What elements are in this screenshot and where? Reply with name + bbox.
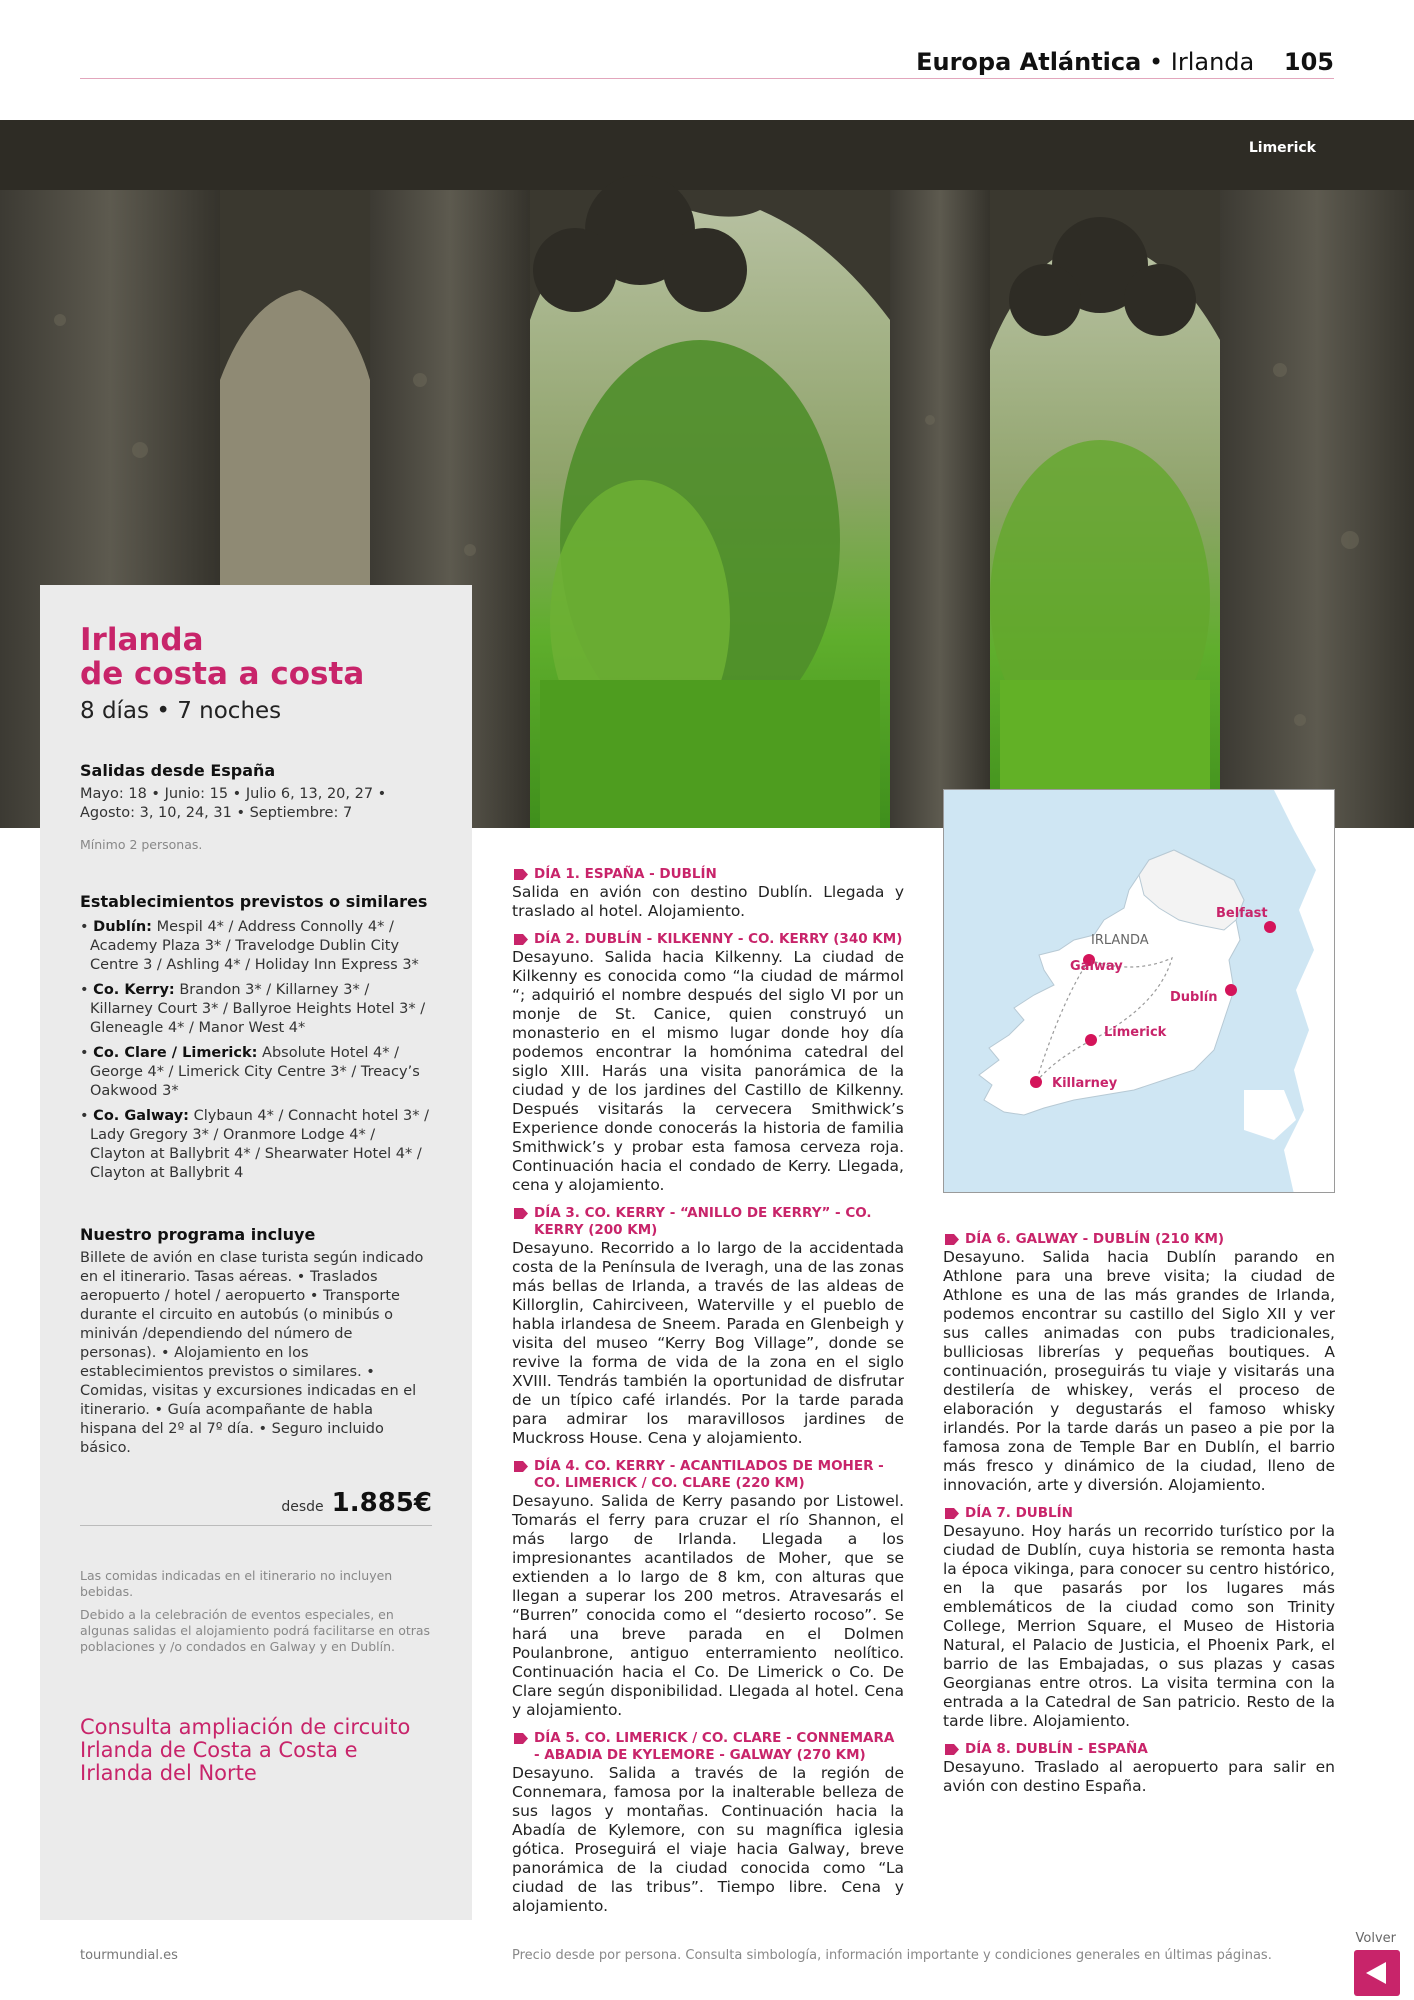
programa-heading: Nuestro programa incluye: [80, 1225, 316, 1244]
day-arrow-icon: [514, 934, 528, 945]
volver-button[interactable]: [1354, 1950, 1400, 1996]
itinerary-day: [512, 866, 904, 921]
day-text: Desayuno. Recorrido a lo largo de la accidentada costa de la Península de Iveragh, una de las zonas más bellas de Irlanda, a través de las aldeas de Killorglin, Cahirciveen, Waterville y el pueblo de habla irlandesa de Sneem. Parada en Glenbeigh y visita del museo “Kerry Bog Village”, donde se revive la forma de vida de la zona en el siglo XVIII. Tendrás también la oportunidad de disfrutar de un típico café irlandés. Por la tarde parada para admirar los maravillosos jardines de Muckross House. Cena y alojamiento.: [512, 1239, 904, 1447]
day-arrow-icon: [514, 1733, 528, 1744]
header-divider: [80, 78, 1334, 79]
header-separator: •: [1148, 48, 1164, 76]
day-heading: [512, 1730, 904, 1764]
day-heading: [512, 1458, 904, 1492]
events-note: Debido a la celebración de eventos especiales, en algunas salidas el alojamiento podrá facilitarse en otras poblaciones y /o condados en Galway y en Dublín.: [80, 1607, 431, 1654]
day-heading-text: DÍA 6. GALWAY - DUBLÍN (210 KM): [965, 1231, 1225, 1247]
day-heading-text: DÍA 4. CO. KERRY - ACANTILADOS DE MOHER - CO. LIMERICK / CO. CLARE (220 KM): [534, 1458, 884, 1491]
belfast-marker-icon: [1264, 921, 1276, 933]
day-heading: [512, 931, 904, 948]
price-divider: [80, 1525, 432, 1526]
header-country: Irlanda: [1170, 48, 1255, 76]
day-text: Desayuno. Traslado al aeropuerto para salir en avión con destino España.: [943, 1758, 1335, 1795]
page-number: 105: [1283, 48, 1334, 76]
map-label-galway: Galway: [1070, 959, 1123, 974]
hotel-names: Brandon 3* / Killarney 3* / Killarney Court 3* / Ballyroe Heights Hotel 3* / Gleneagle 4* / Manor West 4*: [90, 982, 426, 1036]
minimo-personas: Mínimo 2 personas.: [80, 837, 203, 852]
volver-label: Volver: [1355, 1931, 1396, 1946]
footer-site[interactable]: tourmundial.es: [80, 1948, 178, 1963]
map-label-limerick: Limerick: [1104, 1025, 1167, 1040]
price-value: 1.885€: [331, 1488, 432, 1518]
hotel-city: Dublín:: [93, 919, 152, 935]
day-arrow-icon: [945, 1234, 959, 1245]
itinerary-day: [943, 1231, 1335, 1495]
day-heading: [943, 1505, 1335, 1522]
day-text: Desayuno. Salida de Kerry pasando por Listowel. Tomarás el ferry para cruzar el río Shannon, el más largo de Irlanda. Llegada a los impresionantes acantilados de Moher, que se extienden a lo largo de 8 km, con alturas que llegan a superar los 200 metros. Atravesarás el “Burren” conocida como el “desierto rocoso”. Se hará una breve parada en el Dolmen Poulanbrone, antiguo enterramiento neolítico. Continuación hacia el Co. De Limerick o Co. De Clare según disponibilidad. Llegada al hotel. Cena y alojamiento.: [512, 1492, 904, 1719]
hotel-city: Co. Kerry:: [93, 982, 175, 998]
hotel-city: Co. Galway:: [93, 1108, 189, 1124]
trip-title-line2: de costa a costa: [80, 656, 365, 692]
hotel-list-item: • Co. Clare / Limerick: Absolute Hotel 4* / George 4* / Limerick City Centre 3* / Treacy’s Oakwood 3*: [80, 1045, 420, 1099]
killarney-marker-icon: [1030, 1076, 1042, 1088]
itinerary-day: [512, 1458, 904, 1720]
day-heading: [943, 1741, 1335, 1758]
day-text: Desayuno. Salida hacia Kilkenny. La ciudad de Kilkenny es conocida como “la ciudad de mármol “; adquirió el nombre después del siglo VI por un monje de St. Canice, quien construyó un monasterio en el mismo lugar donde hoy día podemos encontrar la homónima catedral del siglo XIII. Harás una visita panorámica de la ciudad y de los jardines del Castillo de Kilkenny. Después visitarás la cervecera Smithwick’s Experience donde conocerás la historia de familia Smithwick’s y probar esta famosa cerveza roja. Continuación hacia el condado de Kerry. Llegada, cena y alojamiento.: [512, 948, 904, 1194]
day-text: Salida en avión con destino Dublín. Llegada y traslado al hotel. Alojamiento.: [512, 883, 904, 920]
day-heading-text: DÍA 5. CO. LIMERICK / CO. CLARE - CONNEMARA - ABADIA DE KYLEMORE - GALWAY (270 KM): [534, 1730, 895, 1763]
meals-note: Las comidas indicadas en el itinerario no incluyen bebidas.: [80, 1568, 393, 1599]
hotel-list: [80, 918, 432, 1189]
dublin-marker-icon: [1225, 984, 1237, 996]
day-arrow-icon: [514, 1461, 528, 1472]
day-arrow-icon: [514, 1208, 528, 1219]
map-label-dublin: Dublín: [1170, 990, 1218, 1005]
hotel-list-item: • Dublín: Mespil 4* / Address Connolly 4* / Academy Plaza 3* / Travelodge Dublin City Centre 3 / Ashling 4* / Holiday Inn Express 3*: [80, 919, 419, 973]
day-heading-text: DÍA 3. CO. KERRY - “ANILLO DE KERRY” - CO. KERRY (200 KM): [534, 1205, 872, 1238]
itinerary-day: [512, 1205, 904, 1448]
day-heading-text: DÍA 1. ESPAÑA - DUBLÍN: [534, 866, 717, 882]
header-region: Europa Atlántica: [916, 48, 1142, 76]
itinerary-day: [512, 931, 904, 1195]
day-heading: [512, 1205, 904, 1239]
price-prefix: desde: [281, 1499, 324, 1515]
price-row: [80, 1488, 432, 1518]
ampliacion-link[interactable]: Consulta ampliación de circuito Irlanda de Costa a Costa e Irlanda del Norte: [80, 1715, 411, 1785]
page-header: [80, 44, 1334, 80]
salidas-heading: Salidas desde España: [80, 761, 276, 780]
programa-text: Billete de avión en clase turista según indicado en el itinerario. Tasas aéreas. • Traslados aeropuerto / hotel / aeropuerto • Transporte durante el circuito en autobús (o minibús o miniván /dependiendo del número de personas). • Alojamiento en los establecimientos previstos o similares. • Comidas, visitas y excursiones indicadas en el itinerario. • Guía acompañante de habla hispana del 2º al 7º día. • Seguro incluido básico.: [80, 1250, 424, 1456]
day-text: Desayuno. Salida hacia Dublín parando en Athlone para una breve visita; la ciudad de Athlone es una de las más grandes de Irlanda, podemos encontrar su castillo del Siglo XII y ver sus calles animadas con pubs tradicionales, bulliciosas librerías y pequeñas boutiques. A continuación, proseguirás tu viaje y visitarás una destilería de whiskey, verás el proceso de elaboración y degustarás el famoso whisky irlandés. Por la tarde darás un paseo a pie por la famosa zona de Temple Bar en Dublín, el barrio más fresco y dinámico de la ciudad, lleno de innovación, arte y diversión. Alojamiento.: [943, 1248, 1335, 1494]
map-label-killarney: Killarney: [1052, 1076, 1118, 1091]
itinerary-column-1: [512, 866, 904, 1926]
day-heading: [512, 866, 904, 883]
map-label-belfast: Belfast: [1216, 906, 1268, 921]
hotel-city: Co. Clare / Limerick:: [93, 1045, 258, 1061]
itinerary-day: [943, 1505, 1335, 1731]
hotel-list-item: • Co. Galway: Clybaun 4* / Connacht hotel 3* / Lady Gregory 3* / Oranmore Lodge 4* / Clayton at Ballybrit 4* / Shearwater Hotel 4* / Clayton at Ballybrit 4: [80, 1108, 429, 1181]
route-map: [943, 789, 1335, 1193]
day-heading-text: DÍA 8. DUBLÍN - ESPAÑA: [965, 1741, 1148, 1757]
trip-title-line1: Irlanda: [80, 622, 204, 658]
day-text: Desayuno. Hoy harás un recorrido turístico por la ciudad de Dublín, cuya historia se remonta hasta la época vikinga, para conocer su centro histórico, en la que pasarás por los lugares más emblemáticos de la ciudad como son Trinity College, Merrion Square, el Museo de Historia Natural, el Palacio de Justicia, el Phoenix Park, el barrio de las Embajadas, o sus plazas y casas Georgianas entre otros. La visita termina con la entrada a la Catedral de San patricio. Resto de la tarde libre. Alojamiento.: [943, 1522, 1335, 1730]
establecimientos-heading: Establecimientos previstos o similares: [80, 892, 428, 911]
hotel-names: Absolute Hotel 4* / George 4* / Limerick City Centre 3* / Treacy’s Oakwood 3*: [90, 1045, 420, 1099]
day-heading-text: DÍA 7. DUBLÍN: [965, 1505, 1073, 1521]
day-heading-text: DÍA 2. DUBLÍN - KILKENNY - CO. KERRY (340 KM): [534, 931, 903, 947]
hotel-names: Mespil 4* / Address Connolly 4* / Academy Plaza 3* / Travelodge Dublin City Centre 3 / Ashling 4* / Holiday Inn Express 3*: [90, 919, 419, 973]
trip-duration: 8 días • 7 noches: [80, 698, 282, 724]
day-heading: [943, 1231, 1335, 1248]
limerick-marker-icon: [1085, 1034, 1097, 1046]
map-country-label: IRLANDA: [1091, 933, 1149, 948]
ireland-map: [944, 790, 1335, 1193]
day-arrow-icon: [945, 1508, 959, 1519]
salidas-dates: Mayo: 18 • Junio: 15 • Julio 6, 13, 20, 27 • Agosto: 3, 10, 24, 31 • Septiembre: 7: [80, 786, 387, 821]
day-arrow-icon: [514, 869, 528, 880]
itinerary-day: [943, 1741, 1335, 1796]
day-arrow-icon: [945, 1744, 959, 1755]
footer-disclaimer: Precio desde por persona. Consulta simbología, información importante y condiciones generales en últimas páginas.: [512, 1948, 1272, 1963]
day-text: Desayuno. Salida a través de la región de Connemara, famosa por la inalterable belleza de sus lagos y montañas. Continuación hacia la Abadía de Kylemore, con su magnífica iglesia gótica. Proseguirá el viaje hacia Galway, breve panorámica de la ciudad conocida como “La ciudad de las tribus”. Tiempo libre. Cena y alojamiento.: [512, 1764, 904, 1915]
back-arrow-icon: [1366, 1962, 1386, 1984]
trip-info-panel: [40, 585, 472, 1920]
itinerary-day: [512, 1730, 904, 1916]
photo-caption: Limerick: [1248, 140, 1316, 156]
trip-title: [80, 623, 432, 691]
hotel-names: Clybaun 4* / Connacht hotel 3* / Lady Gregory 3* / Oranmore Lodge 4* / Clayton at Ballybrit 4* / Shearwater Hotel 4* / Clayton at Ballybrit 4: [90, 1108, 429, 1181]
header-title: [916, 48, 1334, 76]
hotel-list-item: • Co. Kerry: Brandon 3* / Killarney 3* / Killarney Court 3* / Ballyroe Heights Hotel 3* / Gleneagle 4* / Manor West 4*: [80, 982, 426, 1036]
itinerary-column-2: [943, 1231, 1335, 1806]
